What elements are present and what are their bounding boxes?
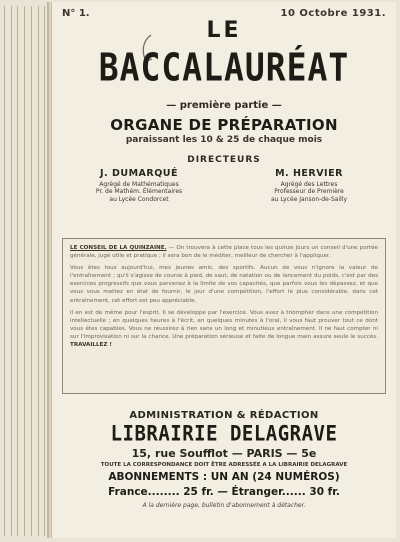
advice-box [62,238,386,394]
advice-text: — On trouvera à cette place tous les quinze jours un conseil d'une portée générale, jugé utile et pratique ; il sera bon de le méditer, meilleur de chercher à l'appliquer. [70,245,378,260]
administration-heading: ADMINISTRATION & RÉDACTION [129,410,319,421]
organ-heading: ORGANE DE PRÉPARATION [110,116,338,134]
publisher-address: 15, rue Soufflot — PARIS — 5e [131,447,317,460]
stacked-issues-edge [0,6,58,536]
advice-text: Il en est de même pour l'esprit. Il se développe par l'exercice. Vous avez à triompher dans une compétition intellectuelle ; en quelques heures à l'écrit, en quelques minutes à l'oral, il vous faut prouver tout ce dont vous êtes capables. Vous ne réussirez à rien sans un long et minutieux entraînement. Il ne faut compter ni sur l'improvisation ni sur la chance. Une préparation sérieuse et faite de longue main assure seule le succès. [70,309,378,340]
advice-paragraph-final [70,309,378,349]
footer-note: A la dernière page, bulletin d'abonnement à détacher. [142,502,306,509]
issue-date: 10 Octobre 1931. [280,8,386,19]
publisher-name: LIBRAIRIE DELAGRAVE [110,421,338,447]
masthead-article: LE [206,18,242,43]
advice-paragraph: Vous êtes tous aujourd'hui, mes jeunes amis, des sportifs. Aucun de vous n'ignore la valeur de l'entraînement ; qu'il s'agisse de course à pied, de saut, de natation ou de lancement du poids, c'est par des exercices progressifs que vous parvenez à la limite de vos capacités, que parfois vous les dépassez, et que vous vous mettez en état de fournir, le jour d'une compétition, l'effort le plus considérable, dans cet entraînement, cet effort est peu appréciable. [70,265,378,304]
publication-frequency: paraissant les 10 & 25 de chaque mois [125,135,323,145]
director-name: J. DUMARQUÉ [100,168,178,179]
advice-lead: LE CONSEIL DE LA QUINZAINE. [70,245,167,251]
director-title-line: Agrégé de Mathématiques [99,181,179,188]
issue-number: N° 1. [62,8,90,19]
director-title-line: Pr. de Mathém. Élémentaires [95,188,183,196]
subscriptions-heading: ABONNEMENTS : UN AN (24 NUMÉROS) [108,471,340,483]
director-right [244,168,374,203]
director-title-line: Agrégé des Lettres [280,181,338,188]
subscription-prices: France........ 25 fr. — Étranger...... 30 fr. [108,486,340,498]
directors-label: DIRECTEURS [187,155,261,165]
front-page [52,2,396,538]
advice-closing: TRAVAILLEZ ! [70,342,112,349]
advice-intro [70,244,378,260]
director-title-line: au Lycée Condorcet [109,195,169,203]
director-title-line: Professeur de Première [274,188,344,196]
director-title-line: au Lycée Janson-de-Sailly [270,195,348,203]
part-subtitle: — première partie — [166,100,282,111]
director-name: M. HERVIER [275,168,343,179]
director-left [74,168,204,203]
correspondence-note: TOUTE LA CORRESPONDANCE DOIT ÊTRE ADRESSÉE A LA LIBRAIRIE DELAGRAVE [100,462,348,468]
masthead-title: BACCALAURÉAT [98,45,350,90]
